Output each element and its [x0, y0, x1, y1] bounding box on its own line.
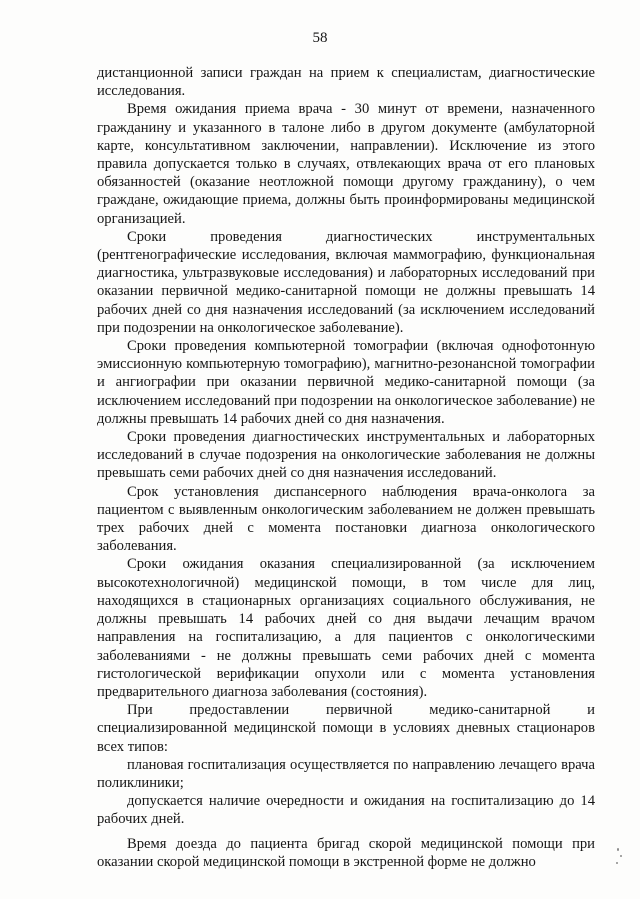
paragraph: При предоставлении первичной медико-санитарной и специализированной медицинской помощи в условиях дневных стационаров всех типов:: [97, 702, 595, 755]
paragraph: плановая госпитализация осуществляется по направлению лечащего врача поликлиники;: [97, 756, 595, 791]
scan-speck: [620, 855, 622, 857]
paragraph: Срок установления диспансерного наблюдения врача-онколога за пациентом с выявленным онкологическим заболеванием не должен превышать трех рабочих дней с момента постановки диагноза онкологического заболевания.: [97, 483, 595, 555]
paragraph: Сроки ожидания оказания специализированной (за исключением высокотехнологичной) медицинской помощи, в том числе для лиц, находящихся в стационарных организациях социального обслуживания, не должны превышать 14 рабочих дней со дня выдачи лечащим врачом направления на госпитализацию, а для пациентов с онкологическими заболеваниями - не должны превышать семи рабочих дней с момента гистологической верификации опухоли или с момента установления предварительного диагноза заболевания (состояния).: [97, 556, 595, 700]
document-text: [97, 64, 595, 871]
paragraph: дистанционной записи граждан на прием к специалистам, диагностические исследования.: [97, 65, 595, 100]
scan-speck: [617, 848, 619, 851]
scan-speck: [616, 862, 618, 864]
paragraph: Время доезда до пациента бригад скорой медицинской помощи при оказании скорой медицинской помощи в экстренной форме не должно: [97, 835, 595, 870]
paragraph: Время ожидания приема врача - 30 минут от времени, назначенного гражданину и указанного в талоне либо в другом документе (амбулаторной карте, консультативном заключении, направлении). Исключение из этого правила допускается только в случаях, отвлекающих врача от его плановых обязанностей (оказание неотложной помощи другому гражданину), о чем граждане, ожидающие приема, должны быть проинформированы медицинской организацией.: [97, 101, 595, 227]
page-number: 58: [312, 30, 328, 46]
paragraph: Сроки проведения диагностических инструментальных (рентгенографические исследования, включая маммографию, функциональная диагностика, ультразвуковые исследования) и лабораторных исследований при оказании первичной медико-санитарной помощи не должны превышать 14 рабочих дней со дня назначения исследований (за исключением исследований при подозрении на онкологическое заболевание).: [97, 228, 595, 336]
paragraph: Сроки проведения диагностических инструментальных и лабораторных исследований в случае подозрения на онкологические заболевания не должны превышать семи рабочих дней со дня назначения исследований.: [97, 429, 595, 482]
paragraph: Сроки проведения компьютерной томографии (включая однофотонную эмиссионную компьютерную томографию), магнитно-резонансной томографии и ангиографии при оказании первичной медико-санитарной помощи (за исключением исследований при подозрении на онкологическое заболевание) не должны превышать 14 рабочих дней со дня назначения.: [97, 338, 595, 427]
paragraph: допускается наличие очередности и ожидания на госпитализацию до 14 рабочих дней.: [97, 793, 595, 828]
